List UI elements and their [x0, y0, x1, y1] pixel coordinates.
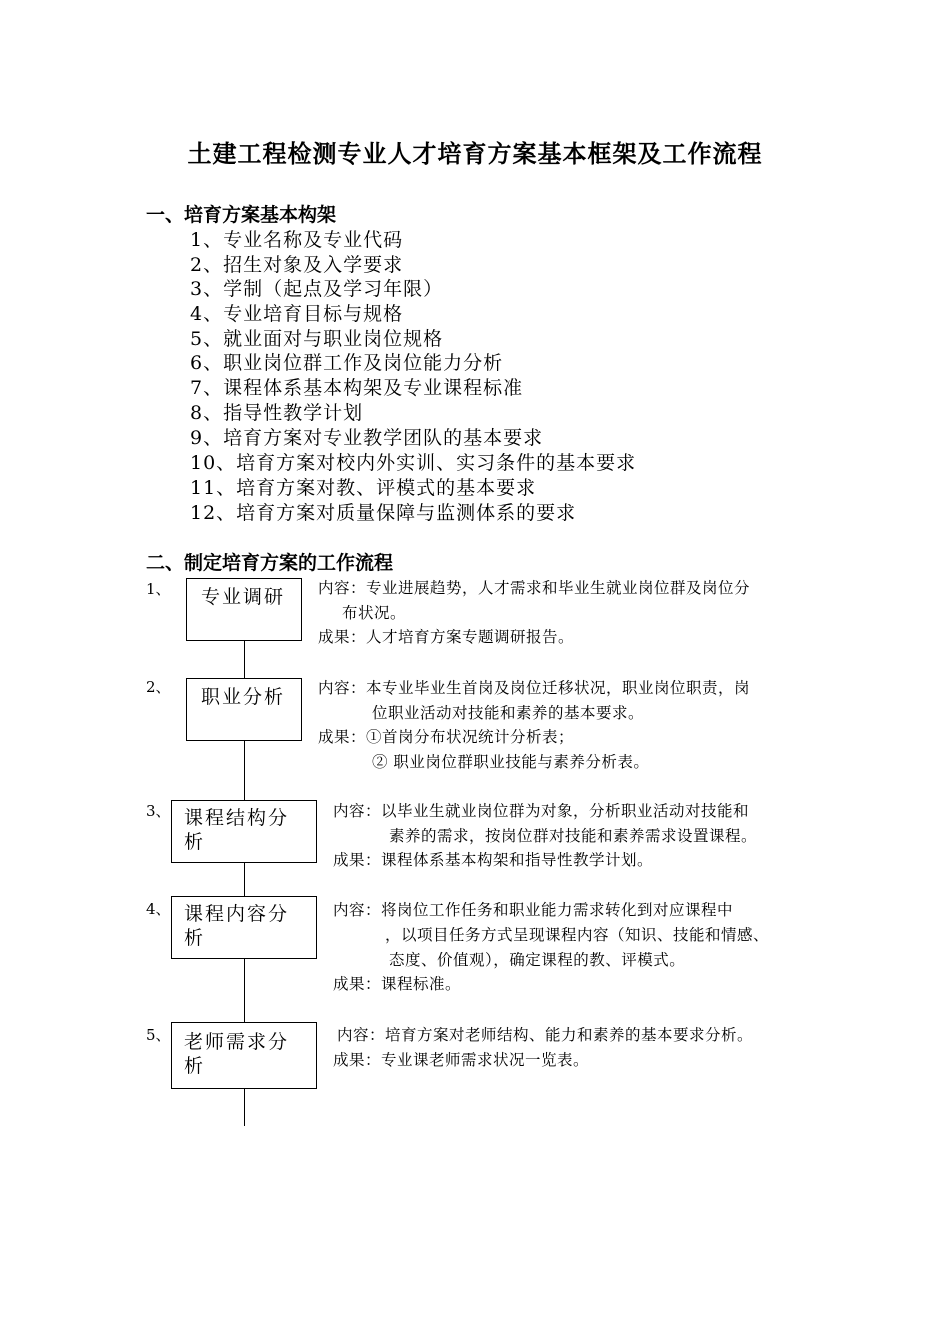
step-result: 成果：专业课老师需求状况一览表。	[333, 1051, 590, 1069]
flow-connector	[244, 740, 245, 800]
step-content: ，以项目任务方式呈现课程内容（知识、技能和情感、	[385, 926, 770, 944]
flow-box-label: 专业调研	[201, 586, 286, 608]
step-result: 成果：课程标准。	[333, 975, 462, 993]
section2-heading: 二、制定培育方案的工作流程	[146, 552, 394, 574]
list-item: 5、就业面对与职业岗位规格	[190, 328, 444, 350]
flow-box-research	[186, 578, 302, 641]
flow-box-curriculum-structure	[171, 800, 317, 863]
list-item: 7、课程体系基本构架及专业课程标准	[190, 377, 524, 399]
step-number: 5、	[146, 1026, 171, 1044]
flow-box-label: 老师需求分	[184, 1031, 290, 1053]
flow-connector	[244, 958, 245, 1022]
step-content: 态度、价值观），确定课程的教、评模式。	[389, 951, 686, 969]
list-item: 11、培育方案对教、评模式的基本要求	[190, 477, 537, 499]
flow-box-label: 课程内容分	[184, 903, 290, 925]
step-result: 成果：①首岗分布状况统计分析表；	[318, 728, 575, 746]
flow-connector	[244, 640, 245, 678]
step-content: 内容：培育方案对老师结构、能力和素养的基本要求分析。	[337, 1026, 754, 1044]
flow-box-label: 课程结构分	[184, 807, 290, 829]
step-number: 3、	[146, 802, 171, 820]
step-number: 1、	[146, 580, 171, 598]
section1-heading: 一、培育方案基本构架	[146, 204, 337, 226]
list-item: 9、培育方案对专业教学团队的基本要求	[190, 427, 544, 449]
step-result: 成果：人才培育方案专题调研报告。	[318, 628, 575, 646]
list-item: 10、培育方案对校内外实训、实习条件的基本要求	[190, 452, 637, 474]
flow-connector	[244, 862, 245, 896]
step-content: 位职业活动对技能和素养的基本要求。	[372, 704, 645, 722]
flow-box-teacher-needs	[171, 1022, 317, 1089]
flow-box-occupational-analysis	[186, 678, 302, 741]
step-result: ② 职业岗位群职业技能与素养分析表。	[372, 753, 650, 771]
flow-box-label: 析	[184, 1055, 206, 1077]
step-content: 素养的需求，按岗位群对技能和素养需求设置课程。	[389, 827, 758, 845]
step-content: 布状况。	[342, 604, 407, 622]
flow-box-label: 析	[184, 927, 206, 949]
step-content: 内容：专业进展趋势，人才需求和毕业生就业岗位群及岗位分	[318, 579, 751, 597]
step-number: 4、	[146, 900, 171, 918]
list-item: 6、职业岗位群工作及岗位能力分析	[190, 352, 504, 374]
list-item: 2、招生对象及入学要求	[190, 254, 404, 276]
step-content: 内容：以毕业生就业岗位群为对象，分析职业活动对技能和	[333, 802, 750, 820]
step-number: 2、	[146, 678, 171, 696]
flow-box-label: 析	[184, 831, 206, 853]
flow-box-curriculum-content	[171, 896, 317, 959]
list-item: 4、专业培育目标与规格	[190, 303, 404, 325]
page-title: 土建工程检测专业人才培育方案基本框架及工作流程	[187, 139, 763, 168]
list-item: 1、专业名称及专业代码	[190, 229, 404, 251]
list-item: 12、培育方案对质量保障与监测体系的要求	[190, 502, 577, 524]
list-item: 3、学制（起点及学习年限）	[190, 278, 444, 300]
flow-connector	[244, 1088, 245, 1126]
list-item: 8、指导性教学计划	[190, 402, 364, 424]
step-result: 成果：课程体系基本构架和指导性教学计划。	[333, 851, 654, 869]
step-content: 内容：本专业毕业生首岗及岗位迁移状况，职业岗位职责，岗	[318, 679, 751, 697]
step-content: 内容：将岗位工作任务和职业能力需求转化到对应课程中	[333, 901, 734, 919]
flow-box-label: 职业分析	[201, 686, 286, 708]
